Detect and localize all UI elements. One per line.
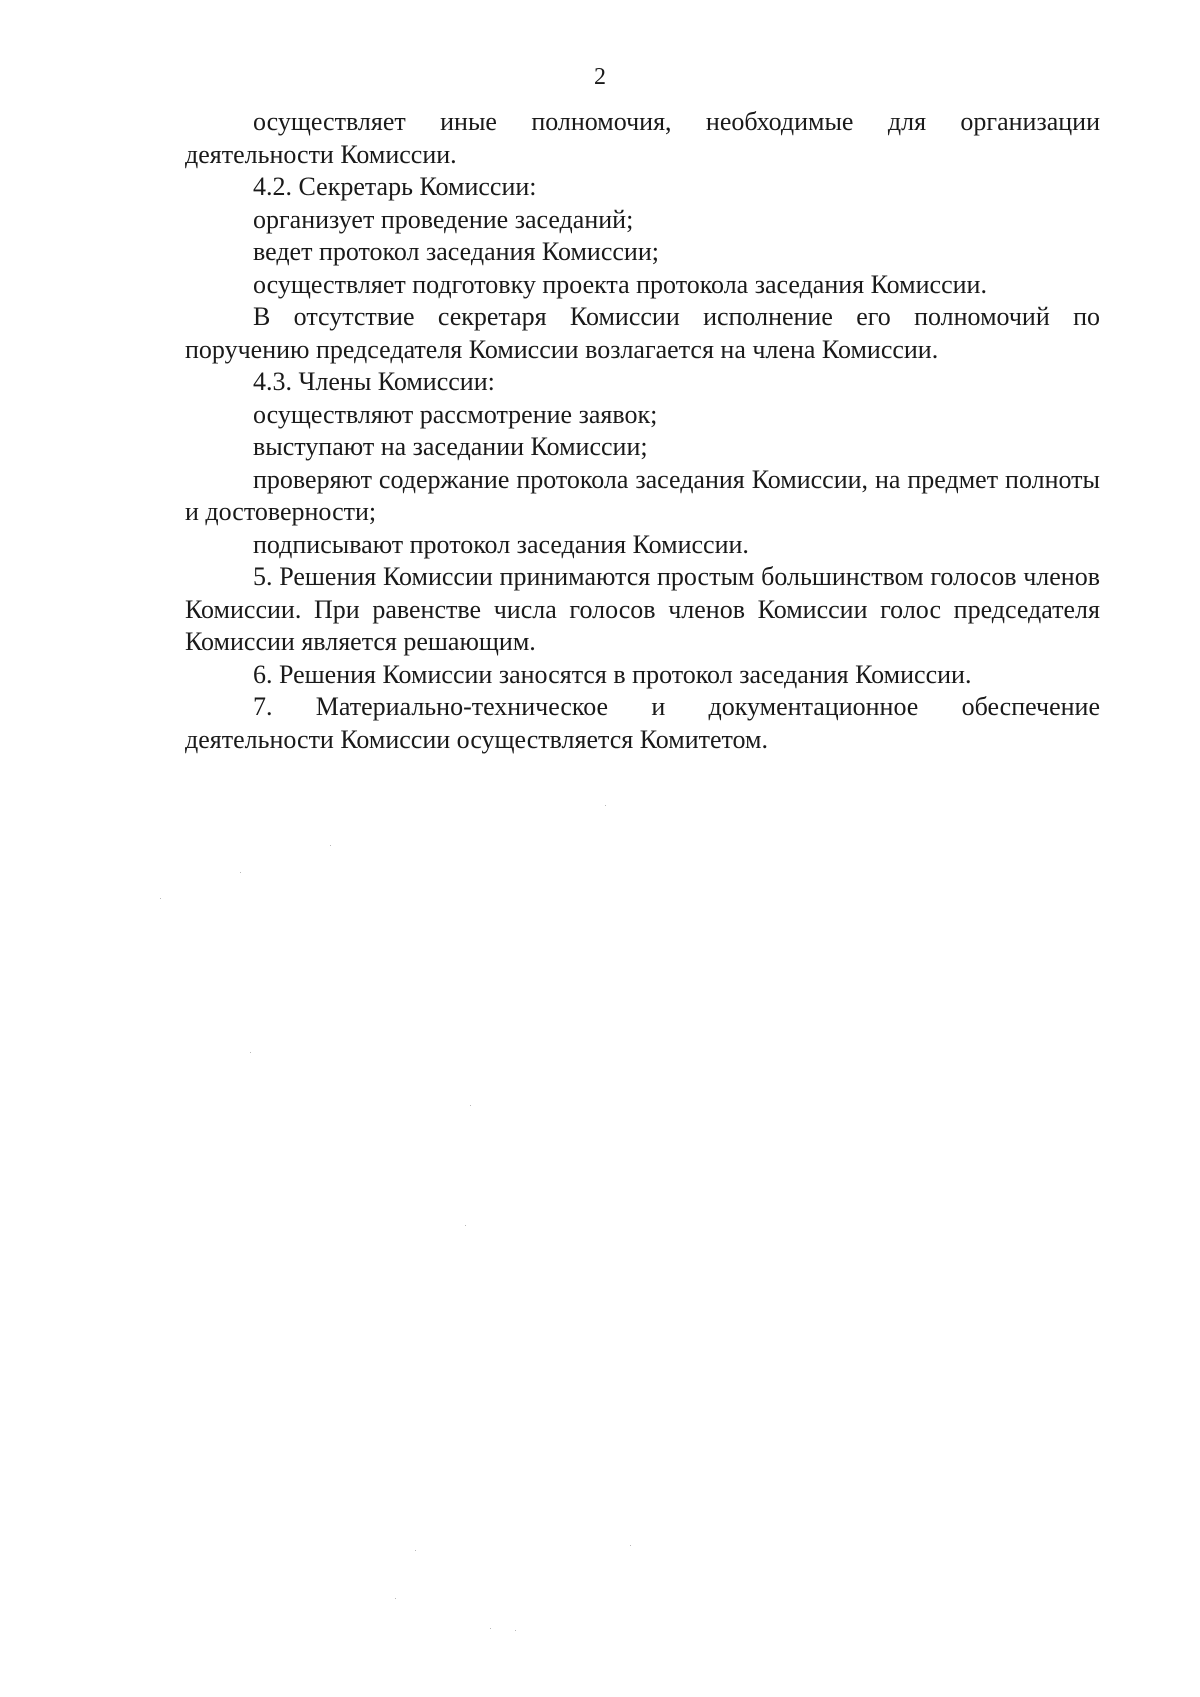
scan-speck xyxy=(160,898,161,899)
paragraph-decisions-majority: 5. Решения Комиссии принимаются простым большинством голосов членов Комиссии. При равенстве числа голосов членов Комиссии голос председателя Комиссии является решающим. xyxy=(185,562,1100,656)
list-item-prepares-draft-minutes: осуществляет подготовку проекта протокола заседания Комиссии. xyxy=(253,269,987,299)
scan-speck xyxy=(630,1545,631,1546)
scan-speck xyxy=(395,1598,396,1599)
paragraph-secretary-absence: В отсутствие секретаря Комиссии исполнение его полномочий по поручению председателя Комиссии возлагается на члена Комиссии. xyxy=(185,302,1100,364)
scan-speck xyxy=(515,1630,516,1631)
scan-speck xyxy=(465,1225,466,1226)
list-item-verify-minutes: проверяют содержание протокола заседания Комиссии, на предмет полноты и достоверности; xyxy=(185,464,1100,526)
scan-speck xyxy=(470,1105,471,1106)
paragraph-material-support: 7. Материально-техническое и документационное обеспечение деятельности Комиссии осуществляется Комитетом. xyxy=(185,692,1100,754)
scan-speck xyxy=(330,845,331,846)
list-item-sign-minutes: подписывают протокол заседания Комиссии. xyxy=(253,529,749,559)
scan-speck xyxy=(240,872,241,873)
scan-speck xyxy=(415,1550,416,1551)
paragraph-decisions-recorded: 6. Решения Комиссии заносятся в протокол заседания Комиссии. xyxy=(253,659,972,689)
scan-speck xyxy=(490,1628,491,1629)
paragraph-other-powers: осуществляет иные полномочия, необходимые для организации деятельности Комиссии. xyxy=(185,107,1100,169)
scan-speck xyxy=(250,1052,251,1053)
scan-speck xyxy=(605,805,606,806)
page-number: 2 xyxy=(594,64,606,90)
list-item-speak-at-meeting: выступают на заседании Комиссии; xyxy=(253,432,648,461)
list-item-organizes-meetings: организует проведение заседаний; xyxy=(253,204,634,234)
document-body xyxy=(185,106,1100,756)
section-heading-secretary: 4.2. Секретарь Комиссии: xyxy=(253,172,537,201)
list-item-keeps-minutes: ведет протокол заседания Комиссии; xyxy=(253,237,659,266)
section-heading-members: 4.3. Члены Комиссии: xyxy=(253,367,495,396)
list-item-review-applications: осуществляют рассмотрение заявок; xyxy=(253,399,658,429)
